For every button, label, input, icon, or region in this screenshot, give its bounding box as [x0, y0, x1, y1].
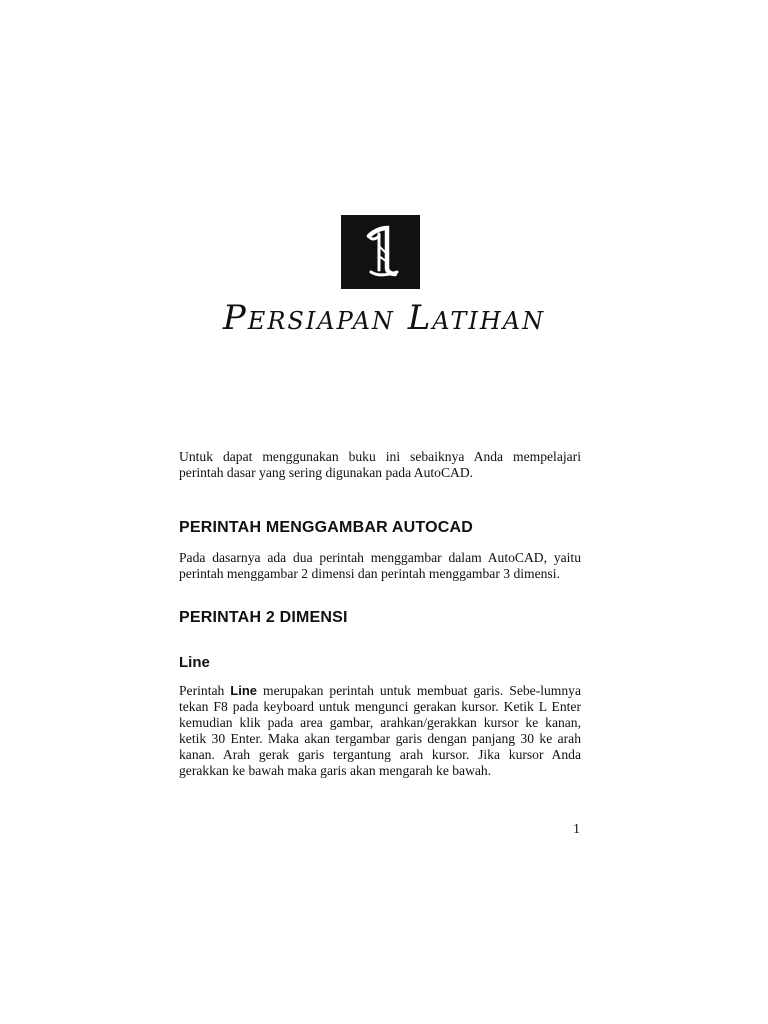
section-heading-perintah-2-dimensi: PERINTAH 2 DIMENSI — [179, 609, 348, 626]
line-paragraph-rest: merupakan perintah untuk membuat garis. Sebe-lumnya tekan F8 pada keyboard untuk mengunci gerakan kursor. Ketik L Enter kemudian klik pada area gambar, arahkan/gerakkan kursor ke kanan, ketik 30 Enter. Maka akan tergambar garis dengan panjang 30 ke arah kanan. Arah gerak garis tergantung arah kursor. Jika kursor Anda gerakkan ke bawah maka garis akan mengarah ke bawah. — [179, 683, 581, 778]
page-number: 1 — [573, 822, 580, 837]
intro-paragraph: Untuk dapat menggunakan buku ini sebaiknya Anda mempelajari perintah dasar yang sering digunakan pada AutoCAD. — [179, 449, 581, 480]
page-content — [179, 449, 581, 779]
chapter-title: Persiapan Latihan — [222, 298, 546, 338]
section-paragraph-perintah-menggambar: Pada dasarnya ada dua perintah menggambar dalam AutoCAD, yaitu perintah menggambar 2 dimensi dan perintah menggambar 3 dimensi. — [179, 550, 581, 581]
line-paragraph — [179, 683, 581, 779]
subsection-heading-line: Line — [179, 654, 210, 671]
chapter-number-badge — [341, 215, 420, 289]
chapter-number-glyph-icon — [361, 224, 401, 280]
line-paragraph-prefix: Perintah — [179, 683, 231, 698]
line-paragraph-bold-term: Line — [230, 683, 258, 698]
section-heading-perintah-menggambar: PERINTAH MENGGAMBAR AUTOCAD — [179, 519, 473, 536]
